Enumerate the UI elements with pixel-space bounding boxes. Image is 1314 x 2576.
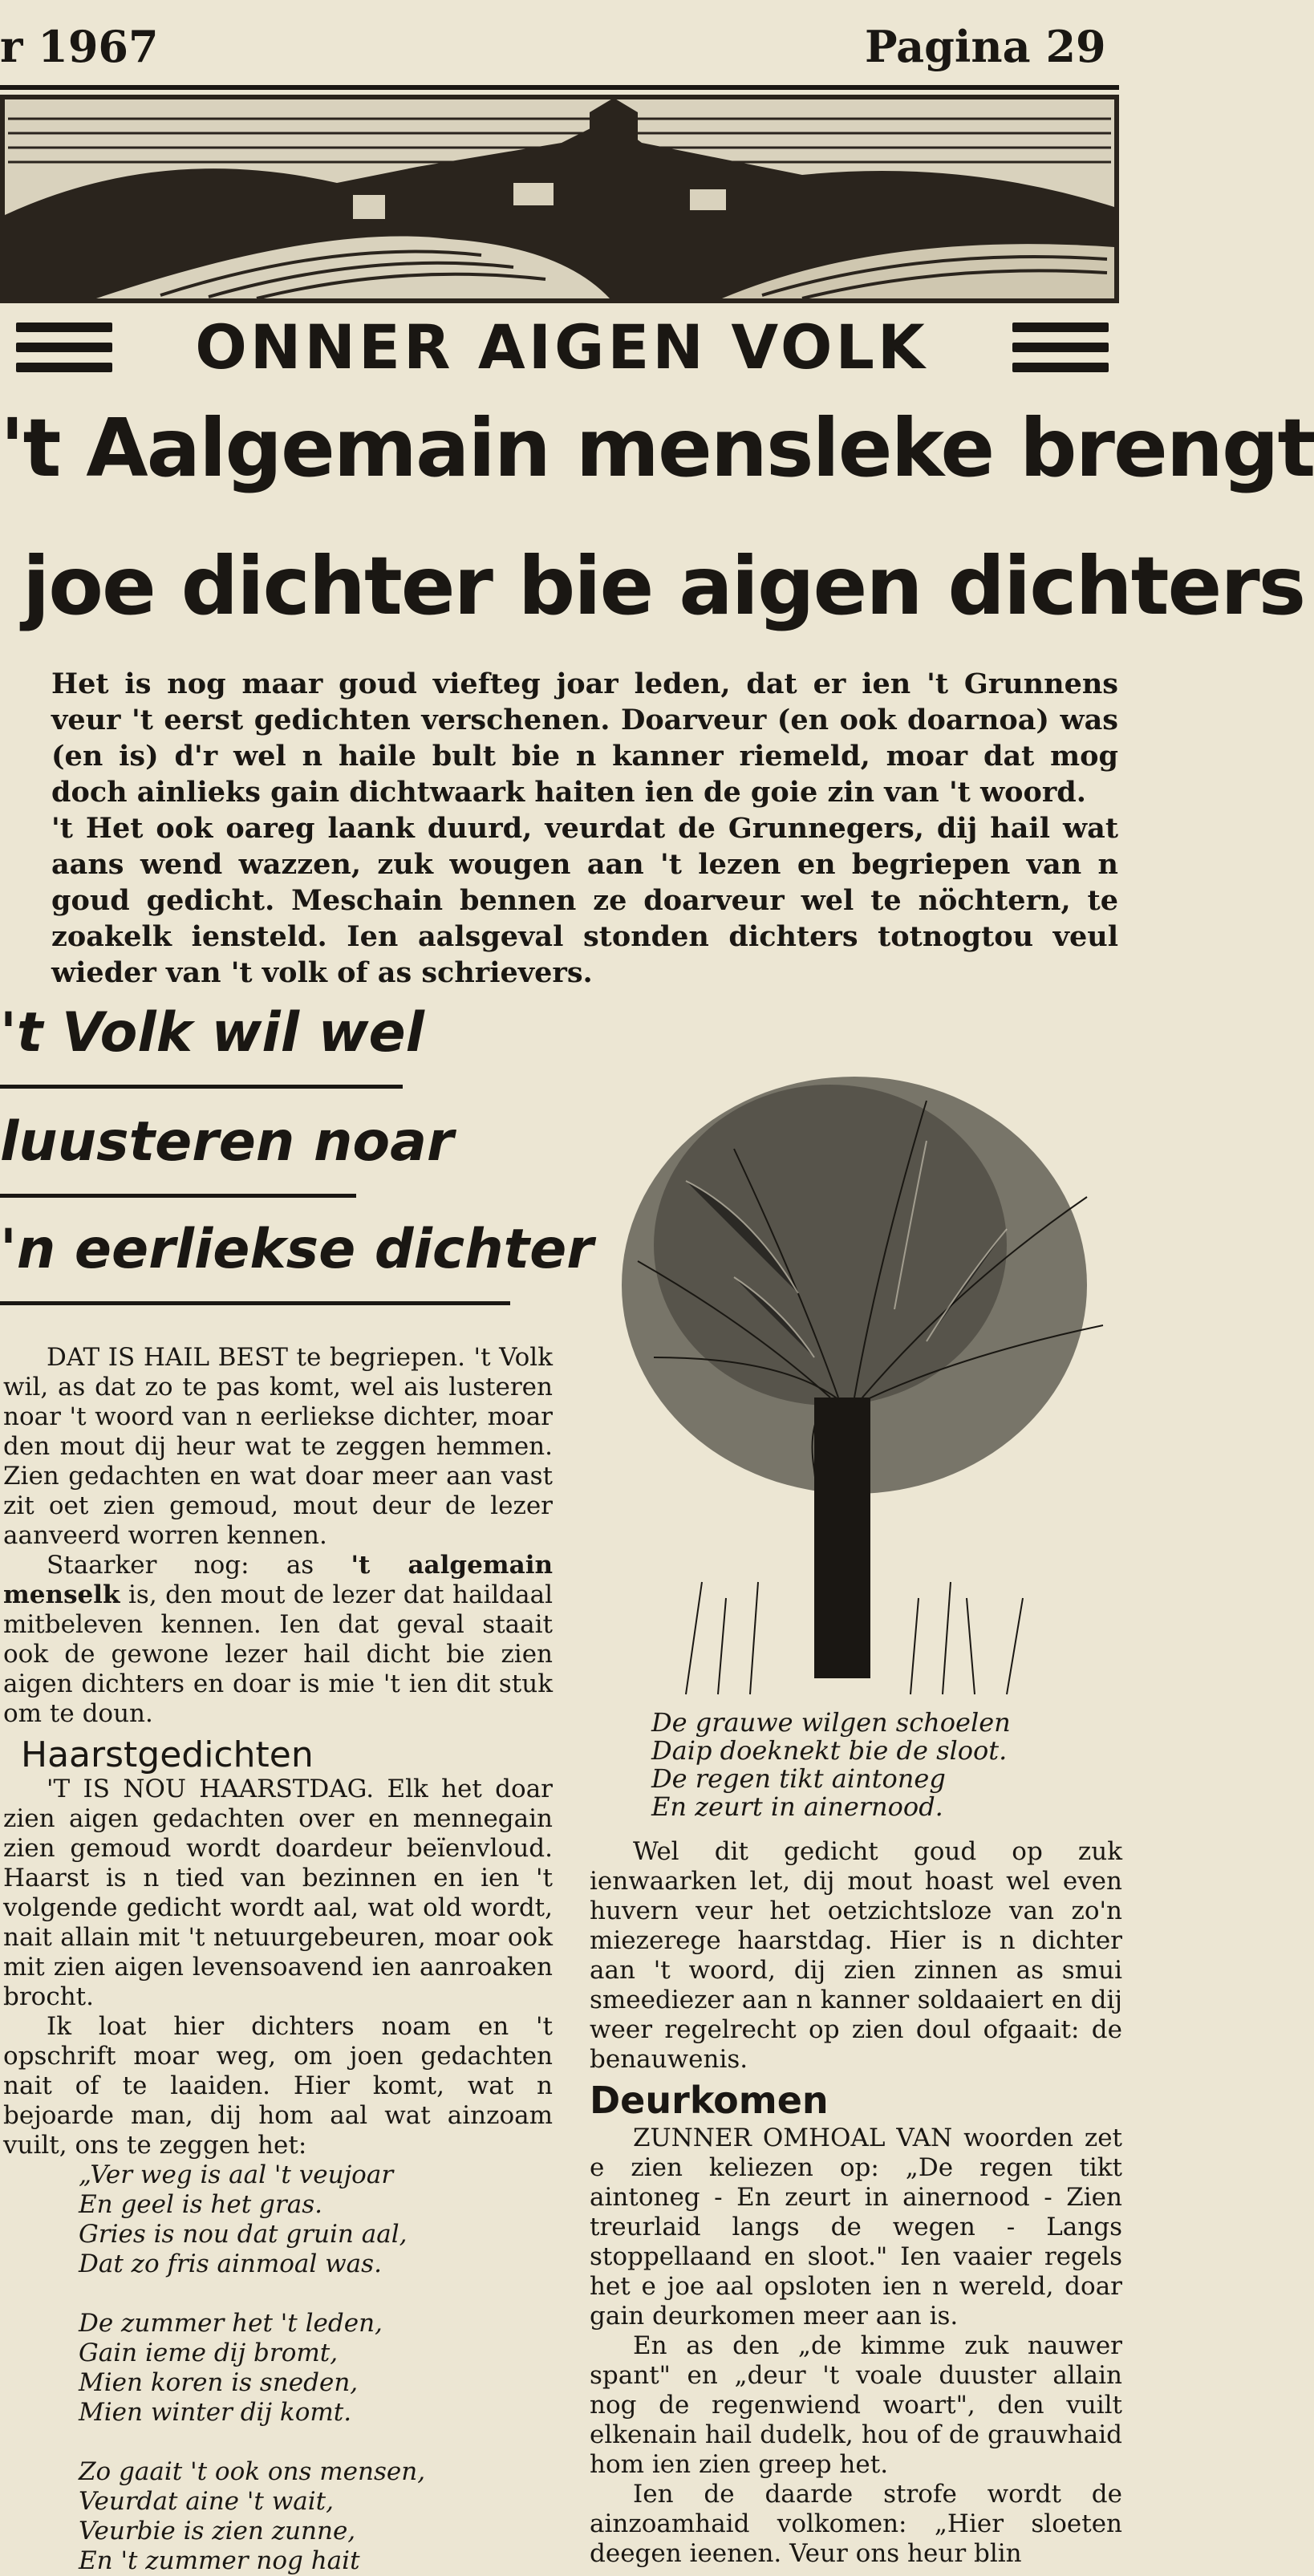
poem-line: Zo gaait 't ook ons mensen, — [79, 2457, 426, 2486]
left-paragraph-3: 'T IS NOU HAARSTDAG. Elk het doar zien aigen gedachten over en mennegain zien gemoud wordt doardeur beïenvloud. Haarst is n tied van bezinnen en ien 't volgende gedicht wordt aal, wat old wordt, nait allain mit 't netuurgebeuren, moar ook mit zien aigen levensoavend ien aanroaken brocht. — [3, 1775, 553, 2011]
caption-line: De grauwe wilgen schoelen — [651, 1707, 1011, 1738]
caption-line: De regen tikt aintoneg — [651, 1763, 946, 1794]
poem-line: Veurbie is zien zunne, — [79, 2517, 356, 2546]
subhead-rule-1 — [0, 1085, 403, 1089]
subhead-line-3: 'n eerliekse dichter — [0, 1218, 594, 1281]
poem-line: Gries is nou dat gruin aal, — [79, 2220, 408, 2249]
poem-line: Mien koren is sneden, — [79, 2368, 359, 2397]
poem-line: En 't zummer nog hait — [79, 2546, 360, 2575]
intro-text — [51, 666, 1118, 991]
stanza-gap — [79, 2279, 553, 2309]
poem — [79, 2160, 553, 2576]
left-paragraph-4: Ik loat hier dichters noam en 't opschrift moar weg, om joen gedachten nait of te laaiden. Hier komt, wat n bejoarde man, dij hom aal wat ainzoam vuilt, ons te zeggen het: — [3, 2012, 553, 2160]
page-number: Pagina 29 — [865, 21, 1106, 72]
top-rule — [0, 85, 1119, 90]
poem-line: „Ver weg is aal 't veujoar — [79, 2160, 394, 2189]
left-paragraph-2 — [3, 1551, 553, 1729]
section-title: ONNER AIGEN VOLK — [195, 311, 928, 383]
p2-start: Staarker nog: as — [47, 1551, 351, 1580]
right-column — [590, 1837, 1122, 2569]
right-paragraph-2: ZUNNER OMHOAL VAN woorden zet e zien keliezen op: „De regen tikt aintoneg - En zeurt in ainernood - Zien treurlaid langs de wegen - Langs stoppellaand en sloot." Ien vaaier regels het e joe aal opsloten ien n wereld, doar gain deurkomen meer aan is. — [590, 2124, 1122, 2331]
banner-bars-right — [1012, 323, 1109, 372]
poem-line: Gain ieme dij bromt, — [79, 2339, 339, 2367]
issue-date: r 1967 — [0, 21, 159, 72]
stanza-gap — [79, 2428, 553, 2457]
subhead-rule-3 — [0, 1301, 510, 1305]
willow-tree-illustration — [590, 1020, 1119, 1710]
p2-end: is, den mout de lezer dat haildaal mitbeleven kennen. Ien dat geval staait ook de gewone lezer hail dicht bie zien aigen dichters en doar is mie 't ien dit stuk om te doun. — [3, 1580, 553, 1728]
caption-line: Daip doeknekt bie de sloot. — [651, 1735, 1008, 1766]
subhead-line-1: 't Volk wil wel — [0, 1001, 424, 1065]
subhead-rule-2 — [0, 1194, 356, 1198]
right-paragraph-1: Wel dit gedicht goud op zuk ienwaarken let, dij mout hoast wel even huvern veur het oetzichtsloze van zo'n miezerege haarstdag. Hier is n dichter aan 't woord, dij zien zinnen as smui smeediezer aan n kanner soldaaiert en dij weer regelrecht op zien doul ofgaait: de benauwenis. — [590, 1837, 1122, 2074]
intro-paragraph-2: 't Het ook oareg laank duurd, veurdat de Grunnegers, dij hail wat aans wend wazzen, zuk wougen aan 't lezen en begriepen van n goud gedicht. Meschain bennen ze doarveur wel te nöchtern, te zoakelk iensteld. Ien aalsgeval stonden dichters totnogtou veul wieder van 't volk of as schrievers. — [51, 812, 1118, 989]
left-paragraph-1: DAT IS HAIL BEST te begriepen. 't Volk wil, as dat zo te pas komt, wel ais lusteren noar 't woord van n eerliekse dichter, moar den mout dij heur wat te zeggen hemmen. Zien gedachten en wat doar meer aan vast zit oet zien gemoud, mout deur de lezer aanveerd worren kennen. — [3, 1343, 553, 1550]
caption-line: En zeurt in ainernood. — [651, 1791, 943, 1822]
poem-line: Dat zo fris ainmoal was. — [79, 2249, 382, 2278]
subhead-line-2: luusteren noar — [0, 1110, 454, 1174]
section-heading-deurkomen: Deurkomen — [590, 2079, 829, 2122]
village-landscape-illustration — [0, 95, 1119, 303]
intro-paragraph-1: Het is nog maar goud viefteg joar leden, dat er ien 't Grunnens veur 't eerst gedichten verschenen. Doarveur (en ook doarnoa) was (en is) d'r wel n haile bult bie n kanner riemeld, moar dat mog doch ainlieks gain dichtwaark haiten ien de goie zin van 't woord. — [51, 667, 1118, 809]
poem-line: Mien winter dij komt. — [79, 2398, 352, 2427]
poem-line: De zummer het 't leden, — [79, 2309, 383, 2338]
section-heading-haarstgedichten: Haarstgedichten — [21, 1734, 314, 1775]
illustration-caption — [651, 1709, 1011, 1821]
right-paragraph-4: Ien de daarde strofe wordt de ainzoamhaid volkomen: „Hier sloeten deegen ieenen. Veur ons heur blin — [590, 2480, 1122, 2568]
poem-line: Veurdat aine 't wait, — [79, 2487, 334, 2516]
left-column — [3, 1343, 553, 2576]
section-banner — [0, 311, 1119, 383]
headline-line-2: joe dichter bie aigen dichters — [22, 539, 1305, 633]
headline-line-1: 't Aalgemain mensleke brengt — [0, 401, 1314, 495]
banner-bars-left — [16, 323, 112, 372]
right-paragraph-3: En as den „de kimme zuk nauwer spant" en „deur 't voale duuster allain nog de regenwiend woart", den vuilt elkenain hail dudelk, hou of de grauwhaid hom ien zien greep het. — [590, 2331, 1122, 2479]
p2-emphasis: 't aalgemain menselk — [3, 1551, 554, 1609]
poem-line: En geel is het gras. — [79, 2190, 322, 2219]
